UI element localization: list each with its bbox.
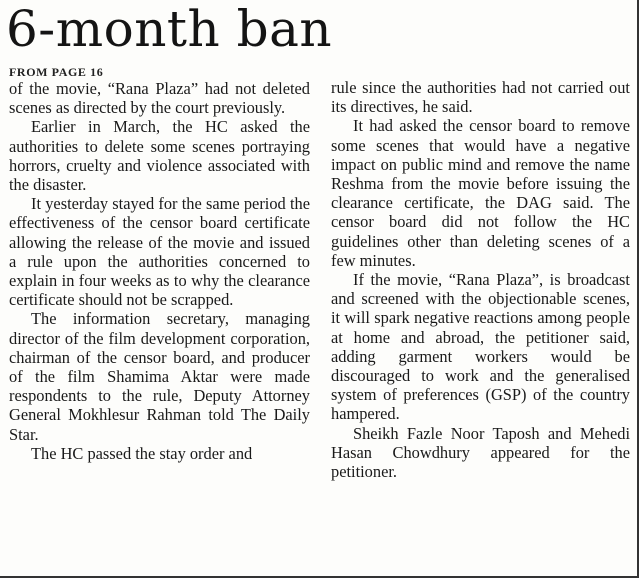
paragraph: Sheikh Fazle Noor Taposh and Mehedi Hasan Chowdhury appeared for the petitioner.	[331, 423, 630, 482]
continued-from-label: FROM PAGE 16	[9, 65, 104, 79]
paragraph: rule since the authorities had not carried out its directives, he said.	[331, 78, 630, 117]
article-column-right	[331, 78, 630, 481]
headline: 6-month ban	[6, 0, 333, 58]
paragraph: If the movie, “Rana Plaza”, is broadcast and screened with the objectionable scenes, it will spark negative reactions among people at home and abroad, the petitioner said, adding garment workers would be discouraged to work and the generalised system of preferences (GSP) of the country hampered.	[331, 270, 630, 424]
paragraph: It yesterday stayed for the same period the effectiveness of the censor board certificate allowing the release of the movie and issued a rule upon the authorities concerned to explain in four weeks as to why the clearance certificate should not be scrapped.	[9, 194, 310, 310]
paragraph: It had asked the censor board to remove some scenes that would have a negative impact on public mind and remove the name Reshma from the movie before issuing the clearance certificate, the DAG said. The censor board did not follow the HC guidelines other than deleting scenes of a few minutes.	[331, 116, 630, 270]
paragraph: The information secretary, managing director of the film development corporation, chairman of the censor board, and producer of the film Shamima Aktar were made respondents to the rule, Deputy Attorney General Mokhlesur Rahman told The Daily Star.	[9, 309, 310, 444]
paragraph: Earlier in March, the HC asked the authorities to delete some scenes portraying horrors, cruelty and violence associated with the disaster.	[9, 117, 310, 195]
article-column-left	[9, 66, 310, 463]
paragraph: The HC passed the stay order and	[31, 443, 253, 463]
paragraph: of the movie, “Rana Plaza” had not deleted scenes as directed by the court previously.	[9, 79, 310, 118]
